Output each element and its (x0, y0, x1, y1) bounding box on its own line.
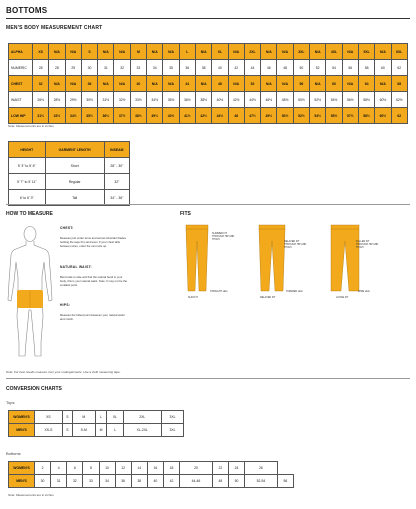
table-row (9, 60, 408, 76)
table-cell: N/A (163, 44, 179, 60)
slim-fit-name: SLIM FIT (188, 296, 198, 299)
table-cell: 54½ (310, 108, 326, 124)
table-cell: 48 (277, 60, 293, 76)
table-cell: XS (35, 411, 63, 424)
loose-fit-name: LOOSE FIT (336, 296, 349, 299)
table-cell: 6 (67, 462, 83, 475)
table-cell: 36 (179, 60, 195, 76)
table-cell: 28 (33, 60, 49, 76)
table-cell: 28½ (49, 92, 65, 108)
bottoms-table (8, 461, 294, 488)
table-cell: S (81, 44, 97, 60)
table-cell: N/A (147, 76, 163, 92)
table-cell: 18 (164, 462, 180, 475)
table-cell: 62 (391, 108, 407, 124)
row-label: LOW HIP (9, 108, 33, 124)
table-cell: 48 (212, 475, 228, 488)
table-cell: 50 (293, 60, 309, 76)
table-cell: L (107, 424, 123, 437)
table-cell: 42 (164, 475, 180, 488)
table-cell: 40 (212, 60, 228, 76)
table-cell: 6' to 6' 3" (9, 190, 46, 206)
table-cell: 62 (391, 60, 407, 76)
hips-label: HIPS: (60, 303, 71, 307)
table-row (9, 462, 294, 475)
table-cell: 5XL (358, 44, 374, 60)
table-cell: 38½ (130, 108, 146, 124)
table-cell: 26 (245, 462, 278, 475)
table-cell: 36 (81, 76, 97, 92)
table-cell: N/A (114, 44, 130, 60)
table-cell: 40 (130, 76, 146, 92)
section-rule (6, 204, 410, 205)
loose-fit-callout-top: FULLER FIT THROUGH HIP AND THIGH (356, 240, 379, 249)
body-figure (4, 222, 56, 362)
table-row (9, 158, 130, 174)
table-cell: 39½ (147, 108, 163, 124)
table-cell: N/A (65, 44, 81, 60)
table-cell: N/A (147, 44, 163, 60)
table-cell: 57½ (342, 108, 358, 124)
table-cell: 3XL (161, 424, 183, 437)
table-cell: 14 (131, 462, 147, 475)
row-label: MEN'S (9, 475, 35, 488)
table-cell: 48½ (277, 92, 293, 108)
table-cell: 3XL (161, 411, 183, 424)
table-cell: 33½ (49, 108, 65, 124)
table-cell: 42 (228, 60, 244, 76)
table-cell: 33 (83, 475, 99, 488)
table-cell: N/A (342, 44, 358, 60)
table-cell: 33½ (130, 92, 146, 108)
table-cell: S (62, 411, 72, 424)
table-cell: 32 (33, 76, 49, 92)
table-cell: N/A (98, 44, 114, 60)
fits-title: FITS (180, 211, 191, 217)
table-cell: 33 (130, 60, 146, 76)
chest-label: CHEST: (60, 226, 74, 230)
table-cell: 24 (228, 462, 244, 475)
conversion-title: CONVERSION CHARTS (6, 386, 62, 392)
table-cell: 37½ (114, 108, 130, 124)
row-label: WOMEN'S (9, 411, 35, 424)
table-cell: 32½ (114, 92, 130, 108)
table-cell: 32 (114, 60, 130, 76)
measurement-table (8, 43, 408, 124)
table-cell: 34½ (65, 108, 81, 124)
row-label: WAIST (9, 92, 33, 108)
table-cell: 12 (115, 462, 131, 475)
table-cell: N/A (195, 76, 211, 92)
chest-text: Measure just under arms and across shoulder blades holding the tape firm and level. If your chest falls between sizes, order the next size up. (60, 236, 126, 249)
table-cell: 52½ (293, 108, 309, 124)
slim-fit-callout-top: SLIMMER FIT THROUGH HIP AND THIGH (212, 232, 235, 241)
slim-fit-pants-icon (182, 223, 212, 293)
table-cell: 44 (244, 60, 260, 76)
table-row (9, 92, 408, 108)
table-cell: XS-S (35, 424, 63, 437)
table-cell: 31 (51, 475, 67, 488)
table-cell: 50½ (277, 108, 293, 124)
table-row (9, 108, 408, 124)
table-cell: N/A (228, 76, 244, 92)
table-cell: 29½ (65, 92, 81, 108)
table-cell: Tall (45, 190, 104, 206)
table-cell: 28 (49, 60, 65, 76)
table-cell: 35 (163, 60, 179, 76)
table-cell: 34" - 36" (104, 190, 129, 206)
table-cell: 16 (147, 462, 163, 475)
table-cell: 49½ (261, 108, 277, 124)
table-cell: N/A (261, 44, 277, 60)
table-cell: 35½ (163, 92, 179, 108)
table-cell: 60 (375, 60, 391, 76)
table-cell: 2XL (244, 44, 260, 60)
table-cell: 31½ (33, 108, 49, 124)
height-table (8, 141, 130, 206)
table-cell: 31 (98, 60, 114, 76)
column-header: GARMENT LENGTH (45, 142, 104, 158)
section-rule-2 (6, 378, 410, 379)
table-cell: 20 (180, 462, 213, 475)
table-cell: 5' 7" to 5' 11" (9, 174, 46, 190)
relaxed-fit-name: RELAXED FIT (260, 296, 276, 299)
table-cell: N/A (277, 44, 293, 60)
table-cell: L (179, 44, 195, 60)
table-cell: 22 (212, 462, 228, 475)
table-cell: 36½ (98, 108, 114, 124)
waist-label: NATURAL WAIST: (60, 265, 92, 269)
table-cell: 30 (81, 60, 97, 76)
table-cell: 3XL (293, 44, 309, 60)
chart-note: Note: Measurements are in inches (8, 124, 54, 128)
tops-label: Tops (6, 400, 15, 405)
row-label: CHEST (9, 76, 33, 92)
conversion-note: Note: Measurements are in inches (8, 493, 54, 497)
table-cell: 2 (35, 462, 51, 475)
how-to-measure-title: HOW TO MEASURE (6, 211, 53, 217)
table-cell: 36 (115, 475, 131, 488)
row-label: WOMEN'S (9, 462, 35, 475)
table-cell: 52½ (310, 92, 326, 108)
table-cell: 32" (104, 174, 129, 190)
loose-fit-pants-icon (328, 223, 362, 293)
table-cell: N/A (65, 76, 81, 92)
table-cell: 4XL (326, 44, 342, 60)
table-cell: 54 (326, 60, 342, 76)
table-cell: 5' 3" to 5' 6" (9, 158, 46, 174)
table-cell: 28" - 30" (104, 158, 129, 174)
table-cell: N/A (163, 76, 179, 92)
table-cell: 8 (83, 462, 99, 475)
table-cell: Regular (45, 174, 104, 190)
table-cell: 58½ (358, 108, 374, 124)
table-cell: 34½ (147, 92, 163, 108)
table-cell: 44½ (212, 108, 228, 124)
table-cell: 60½ (375, 92, 391, 108)
table-cell: N/A (261, 76, 277, 92)
table-cell: 52-54 (245, 475, 278, 488)
table-cell: N/A (49, 76, 65, 92)
table-cell: 32 (67, 475, 83, 488)
table-cell: N/A (375, 76, 391, 92)
column-header: HEIGHT (9, 142, 46, 158)
table-cell: 54½ (326, 92, 342, 108)
table-cell: 55½ (326, 108, 342, 124)
fit-note: Note: For best results measure over your undergarments. Use a cloth measuring tape. (6, 370, 121, 374)
table-cell: M (130, 44, 146, 60)
table-cell: N/A (310, 76, 326, 92)
table-cell: 56 (342, 60, 358, 76)
table-cell: 42½ (195, 108, 211, 124)
table-cell: 50½ (293, 92, 309, 108)
table-cell: N/A (114, 76, 130, 92)
table-cell: 68 (391, 76, 407, 92)
table-cell: 34 (147, 60, 163, 76)
table-cell: 47½ (244, 108, 260, 124)
table-cell: 62½ (391, 92, 407, 108)
table-cell: 46 (261, 60, 277, 76)
table-row (9, 174, 130, 190)
table-cell: 44 (179, 76, 195, 92)
table-cell: 34 (99, 475, 115, 488)
table-cell: XL (212, 44, 228, 60)
relaxed-fit-callout-top: RELAXED FIT THROUGH HIP AND THIGH (284, 240, 307, 249)
table-cell: 26½ (33, 92, 49, 108)
table-cell: 64 (358, 76, 374, 92)
table-row (9, 475, 294, 488)
table-cell: 30½ (81, 92, 97, 108)
table-cell: XS (33, 44, 49, 60)
table-cell: 41½ (179, 108, 195, 124)
table-cell: 58½ (358, 92, 374, 108)
table-cell: 38 (195, 60, 211, 76)
table-cell: 10 (99, 462, 115, 475)
header-row (9, 142, 130, 158)
bottoms-label: Bottoms (6, 451, 21, 456)
page-title: BOTTOMS (6, 6, 48, 15)
table-cell: L (95, 411, 107, 424)
hips-text: Measure the fullest point between your natural waist and crotch. (60, 313, 125, 322)
column-header: INSEAM (104, 142, 129, 158)
table-cell: M (73, 411, 96, 424)
table-row (9, 411, 184, 424)
table-cell: 30 (35, 475, 51, 488)
loose-fit-callout-bottom: WIDE LEG (358, 290, 370, 293)
table-cell: N/A (98, 76, 114, 92)
table-cell: N/A (310, 44, 326, 60)
waist-text: Bend side to side and find the natural bend in your body, this is your natural waist. Note: It may not be the smallest point. (60, 275, 128, 288)
table-cell: N/A (342, 76, 358, 92)
table-cell: 4 (51, 462, 67, 475)
table-cell: 6XL (391, 44, 407, 60)
table-cell: 56½ (342, 92, 358, 108)
table-row (9, 424, 184, 437)
table-cell: 29 (65, 60, 81, 76)
slim-fit-callout-bottom: STRAIGHT LEG (210, 290, 228, 293)
table-cell: 42½ (228, 92, 244, 108)
table-cell: 58 (358, 60, 374, 76)
table-cell: M (95, 424, 107, 437)
table-cell: 50 (228, 475, 244, 488)
table-cell: 31½ (98, 92, 114, 108)
table-cell: N/A (49, 44, 65, 60)
table-cell: S-M (73, 424, 96, 437)
tops-table (8, 410, 184, 437)
title-rule (6, 18, 410, 19)
relaxed-fit-callout-bottom: TAPERED LEG (286, 290, 303, 293)
table-cell: 38½ (195, 92, 211, 108)
row-label: NUMERIC (9, 60, 33, 76)
table-cell: 2XL (123, 411, 161, 424)
table-cell: 60½ (375, 108, 391, 124)
table-cell: N/A (375, 44, 391, 60)
table-row (9, 76, 408, 92)
table-cell: XL-2XL (123, 424, 161, 437)
table-cell: 35½ (81, 108, 97, 124)
table-cell: 46½ (261, 92, 277, 108)
table-cell: 40½ (212, 92, 228, 108)
table-cell: 60 (326, 76, 342, 92)
row-label: MEN'S (9, 424, 35, 437)
table-cell: XL (107, 411, 123, 424)
table-cell: Short (45, 158, 104, 174)
table-cell: S (62, 424, 72, 437)
table-cell: 52 (244, 76, 260, 92)
table-cell: 46 (228, 108, 244, 124)
table-cell: N/A (277, 76, 293, 92)
table-cell: 40 (147, 475, 163, 488)
table-cell: N/A (195, 44, 211, 60)
table-cell: 48 (212, 76, 228, 92)
table-cell: 36½ (179, 92, 195, 108)
table-cell: 44½ (244, 92, 260, 108)
row-label: ALPHA (9, 44, 33, 60)
table-cell: 40½ (163, 108, 179, 124)
table-cell: N/A (228, 44, 244, 60)
relaxed-fit-pants-icon (256, 223, 288, 293)
table-cell: 38 (131, 475, 147, 488)
table-cell: 56 (293, 76, 309, 92)
table-row (9, 44, 408, 60)
chart-title: MEN'S BODY MEASUREMENT CHART (6, 25, 103, 31)
table-cell: 56 (277, 475, 293, 488)
table-cell: 52 (310, 60, 326, 76)
table-cell: 44-46 (180, 475, 213, 488)
